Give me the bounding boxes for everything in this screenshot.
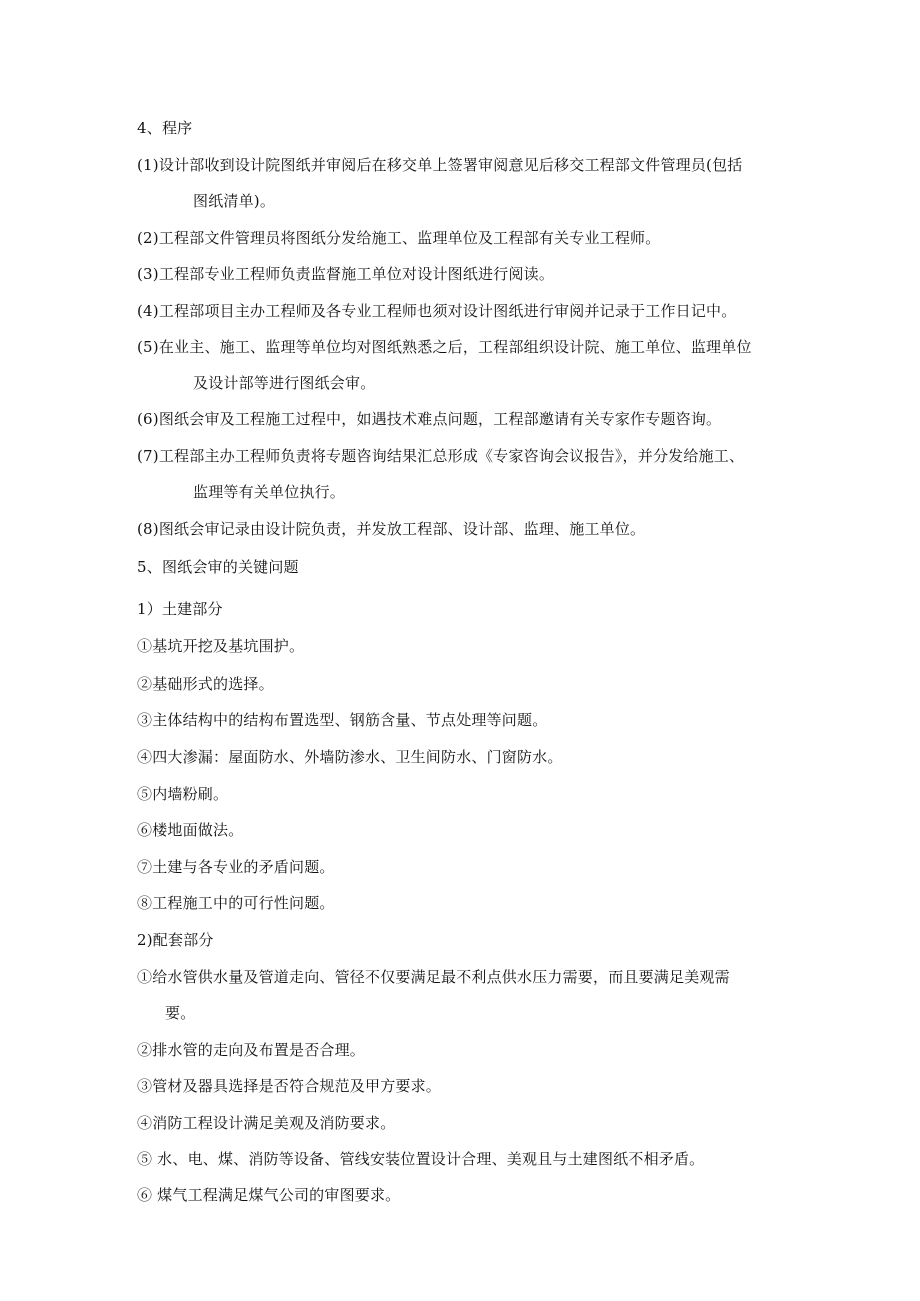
supporting-item-5: ⑤ 水、电、煤、消防等设备、管线安装位置设计合理、美观且与土建图纸不相矛盾。 bbox=[137, 1150, 705, 1168]
supporting-item-2: ②排水管的走向及布置是否合理。 bbox=[137, 1041, 366, 1059]
civil-item-7: ⑦土建与各专业的矛盾问题。 bbox=[137, 858, 335, 876]
procedure-item-6: (6)图纸会审及工程施工过程中，如遇技术难点问题，工程部邀请有关专家作专题咨询。 bbox=[137, 410, 722, 428]
civil-item-3: ③主体结构中的结构布置选型、钢筋含量、节点处理等问题。 bbox=[137, 711, 548, 729]
civil-item-2: ②基础形式的选择。 bbox=[137, 675, 274, 693]
civil-item-6: ⑥楼地面做法。 bbox=[137, 821, 244, 839]
procedure-item-4: (4)工程部项目主办工程师及各专业工程师也须对设计图纸进行审阅并记录于工作日记中。 bbox=[137, 302, 737, 320]
civil-heading: 1）土建部分 bbox=[137, 600, 223, 618]
civil-item-5: ⑤内墙粉刷。 bbox=[137, 785, 229, 803]
procedure-item-1: (1)设计部收到设计院图纸并审阅后在移交单上签署审阅意见后移交工程部文件管理员(包括 bbox=[137, 156, 743, 174]
procedure-item-7-cont: 监理等有关单位执行。 bbox=[193, 483, 346, 501]
procedure-item-3: (3)工程部专业工程师负责监督施工单位对设计图纸进行阅读。 bbox=[137, 265, 555, 283]
civil-item-4: ④四大渗漏：屋面防水、外墙防渗水、卫生间防水、门窗防水。 bbox=[137, 748, 563, 766]
procedure-item-8: (8)图纸会审记录由设计院负责，并发放工程部、设计部、监理、施工单位。 bbox=[137, 520, 646, 538]
supporting-item-1-cont: 要。 bbox=[165, 1004, 196, 1022]
supporting-heading: 2)配套部分 bbox=[137, 931, 214, 949]
supporting-item-4: ④消防工程设计满足美观及消防要求。 bbox=[137, 1114, 396, 1132]
civil-item-8: ⑧工程施工中的可行性问题。 bbox=[137, 894, 335, 912]
section-4-heading: 4、程序 bbox=[137, 119, 193, 137]
procedure-item-1-cont: 图纸清单)。 bbox=[193, 192, 276, 210]
civil-item-1: ①基坑开挖及基坑围护。 bbox=[137, 637, 305, 655]
procedure-item-2: (2)工程部文件管理员将图纸分发给施工、监理单位及工程部有关专业工程师。 bbox=[137, 229, 661, 247]
supporting-item-3: ③管材及器具选择是否符合规范及甲方要求。 bbox=[137, 1077, 442, 1095]
supporting-item-1: ①给水管供水量及管道走向、管径不仅要满足最不利点供水压力需要，而且要满足美观需 bbox=[137, 968, 730, 986]
procedure-item-5-cont: 及设计部等进行图纸会审。 bbox=[193, 374, 376, 392]
procedure-item-7: (7)工程部主办工程师负责将专题咨询结果汇总形成《专家咨询会议报告》，并分发给施工、 bbox=[137, 447, 745, 465]
supporting-item-6: ⑥ 煤气工程满足煤气公司的审图要求。 bbox=[137, 1186, 401, 1204]
section-5-heading: 5、图纸会审的关键问题 bbox=[137, 558, 299, 576]
procedure-item-5: (5)在业主、施工、监理等单位均对图纸熟悉之后，工程部组织设计院、施工单位、监理单位 bbox=[137, 338, 752, 356]
